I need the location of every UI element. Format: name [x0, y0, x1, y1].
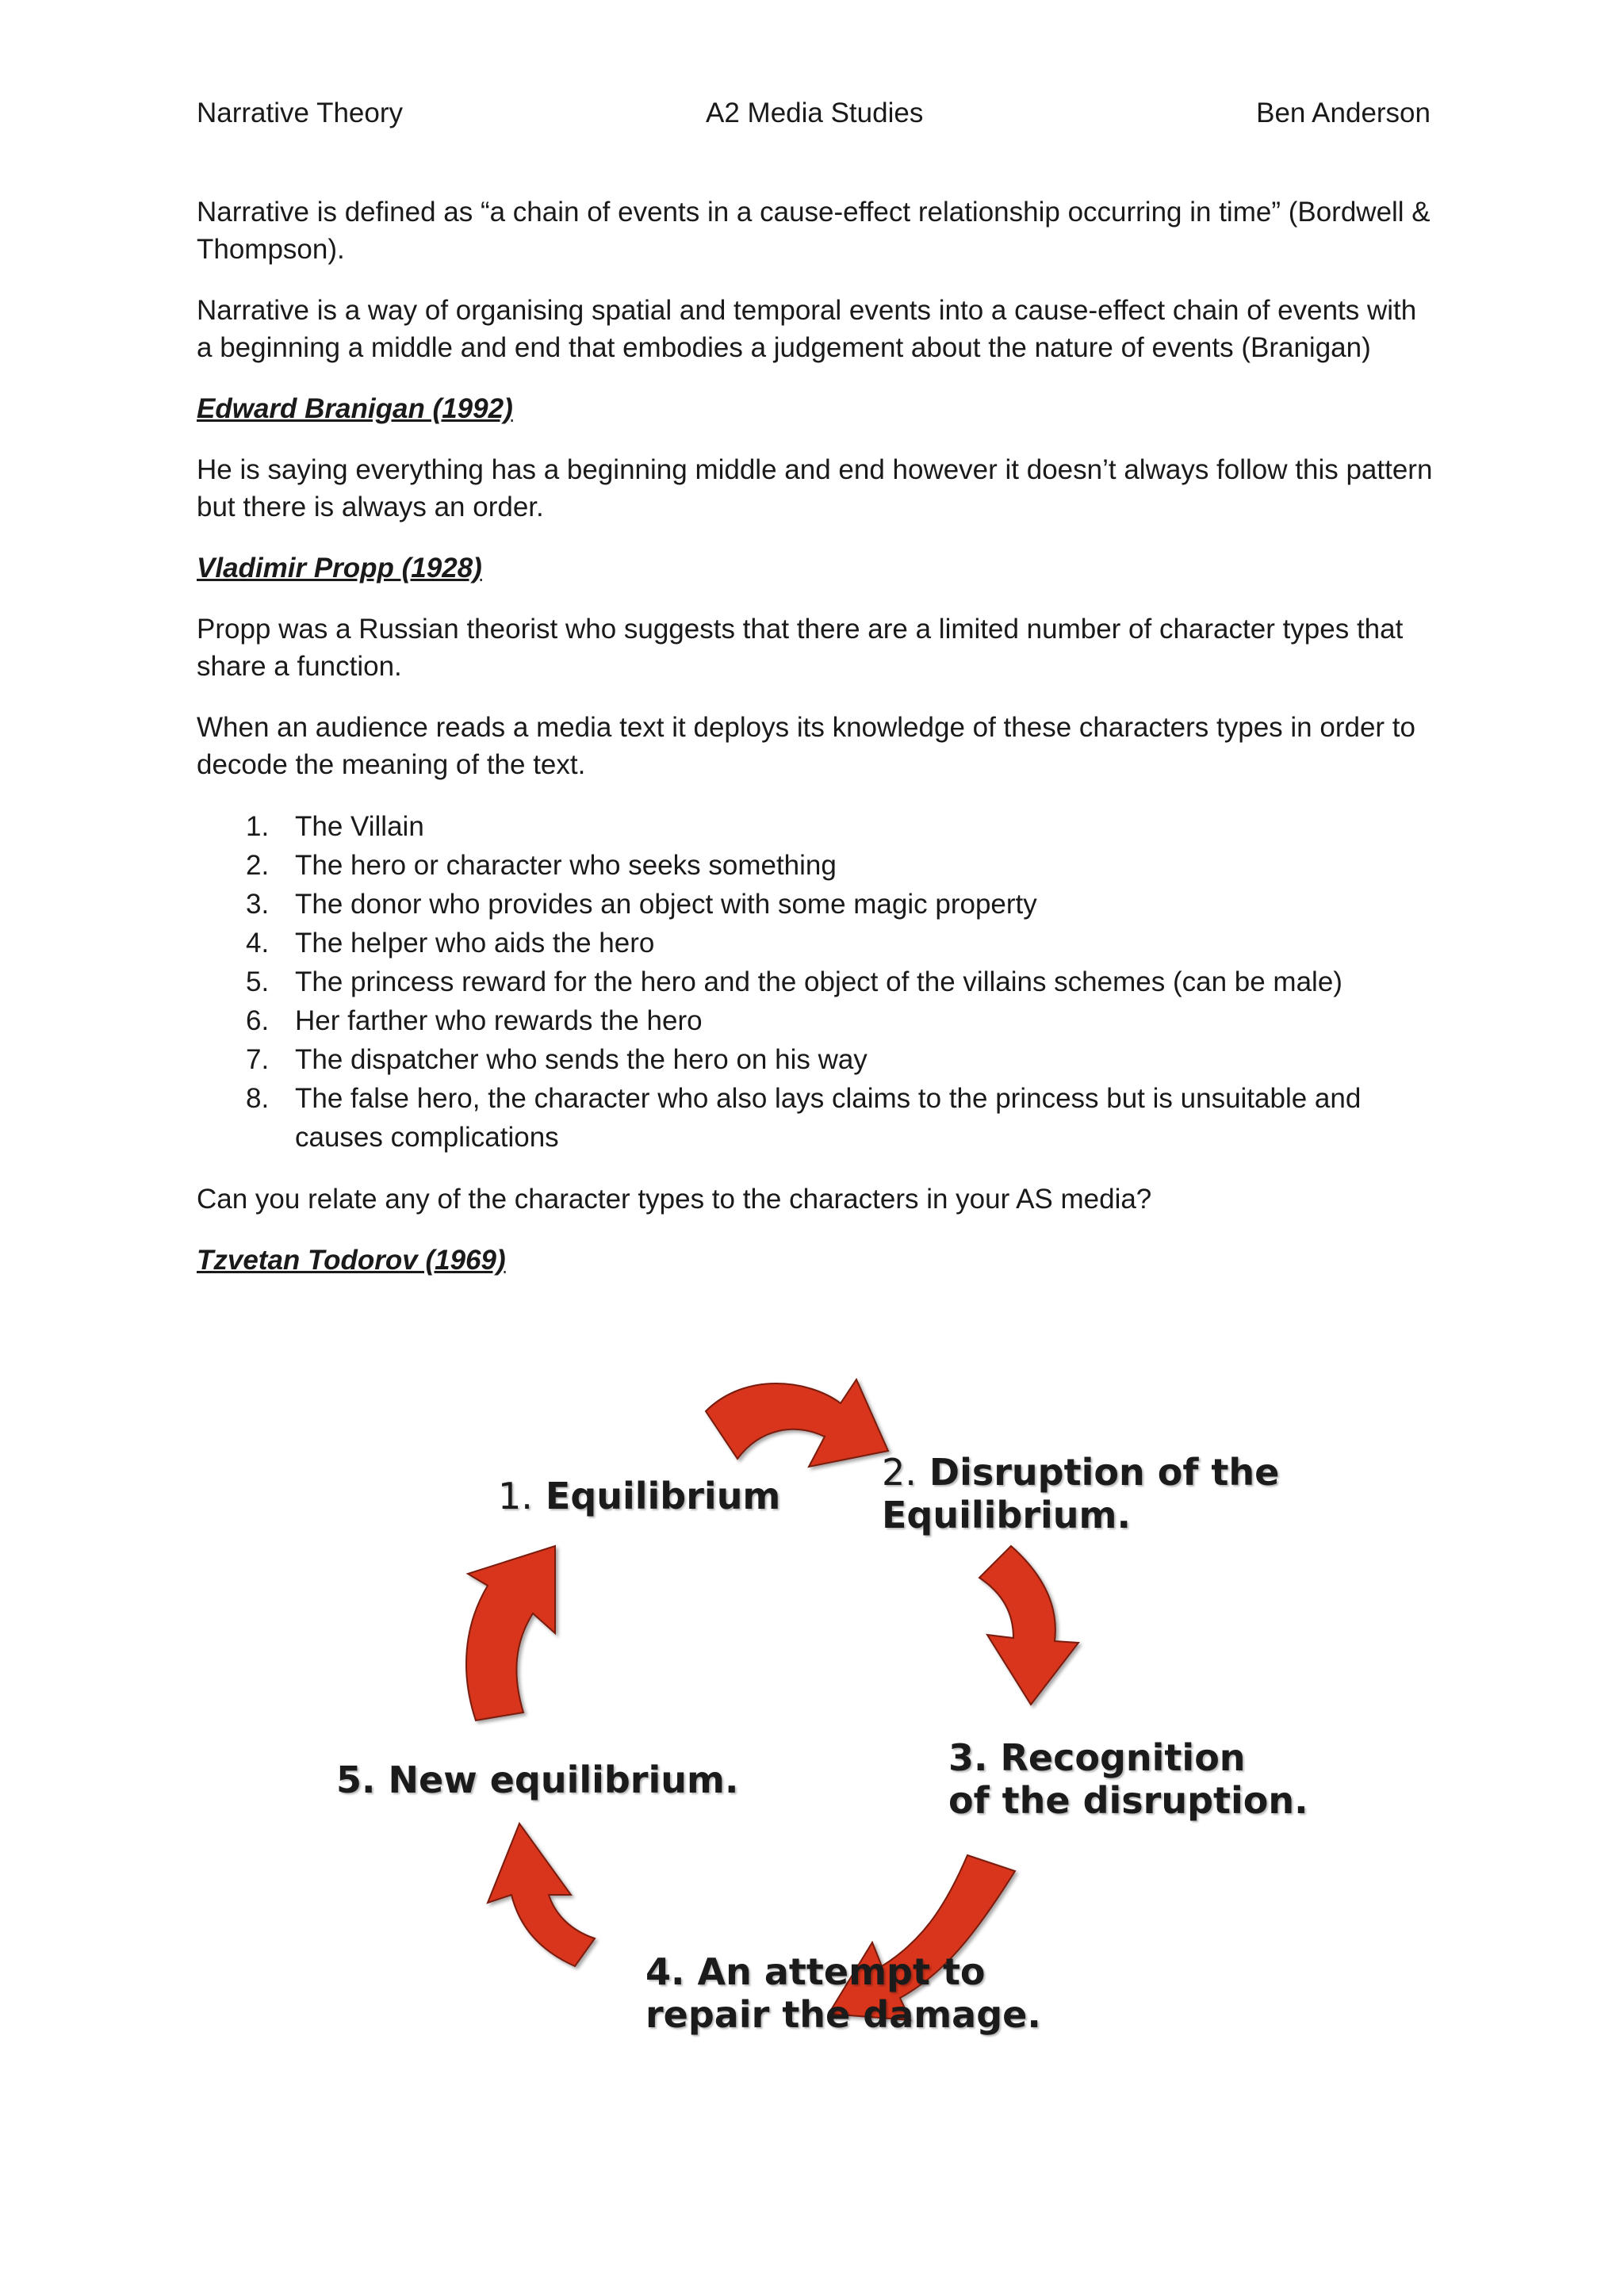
arrow-disruption-to-recognition: [979, 1546, 1078, 1705]
arrow-attempt-to-new-equilibrium: [488, 1823, 595, 1966]
list-item: 7. The dispatcher who sends the hero on his way: [246, 1044, 868, 1075]
arrow-equilibrium-to-disruption: [706, 1380, 888, 1467]
stage-attempt-repair: 4. An attempt to repair the damage.: [645, 1950, 1041, 2036]
stage-recognition: 3. Recognition of the disruption.: [948, 1736, 1308, 1822]
stage-disruption: 2. Disruption of the Equilibrium.: [882, 1451, 1280, 1536]
list-item: 6. Her farther who rewards the hero: [246, 1005, 703, 1036]
list-item: 8. The false hero, the character who also lays claims to the princess but is unsuitable and causes complications: [246, 1083, 1362, 1153]
header-left: Narrative Theory: [197, 98, 404, 128]
narrative-definition-bordwell: Narrative is defined as “a chain of events in a cause-effect relationship occurring in time” (Bordwell & Thompson).: [197, 197, 1431, 265]
branigan-heading: Edward Branigan (1992): [197, 393, 513, 424]
propp-question: Can you relate any of the character types to the characters in your AS media?: [197, 1184, 1152, 1215]
narrative-definition-branigan: Narrative is a way of organising spatial and temporal events into a cause-effect chain of events with a beginning a middle and end that embodies a judgement about the nature of events (Branigan): [197, 295, 1417, 363]
header-right: Ben Anderson: [1256, 98, 1431, 128]
list-item: 5. The princess reward for the hero and the object of the villains schemes (can be male): [246, 966, 1342, 997]
character-types-list: [197, 807, 1434, 1157]
todorov-cycle-diagram: [317, 1348, 1308, 2077]
propp-text-2: When an audience reads a media text it deploys its knowledge of these characters types in order to decode the meaning of the text.: [197, 712, 1415, 780]
propp-text-1: Propp was a Russian theorist who suggests that there are a limited number of character types that share a function.: [197, 614, 1404, 682]
arrow-new-equilibrium-to-equilibrium: [466, 1546, 555, 1720]
branigan-text: He is saying everything has a beginning middle and end however it doesn’t always follow this pattern but there is always an order.: [197, 454, 1433, 522]
propp-heading: Vladimir Propp (1928): [197, 553, 482, 584]
list-item: 2. The hero or character who seeks something: [246, 850, 837, 881]
stage-equilibrium: 1. Equilibrium: [498, 1475, 781, 1517]
list-item: 1. The Villain: [246, 811, 424, 842]
header-center: A2 Media Studies: [706, 98, 924, 128]
todorov-heading: Tzvetan Todorov (1969): [197, 1245, 506, 1276]
stage-new-equilibrium: 5. New equilibrium.: [336, 1758, 739, 1801]
list-item: 3. The donor who provides an object with some magic property: [246, 889, 1037, 920]
list-item: 4. The helper who aids the hero: [246, 928, 655, 959]
page-header: [197, 94, 1431, 133]
document-body: [197, 193, 1434, 1303]
